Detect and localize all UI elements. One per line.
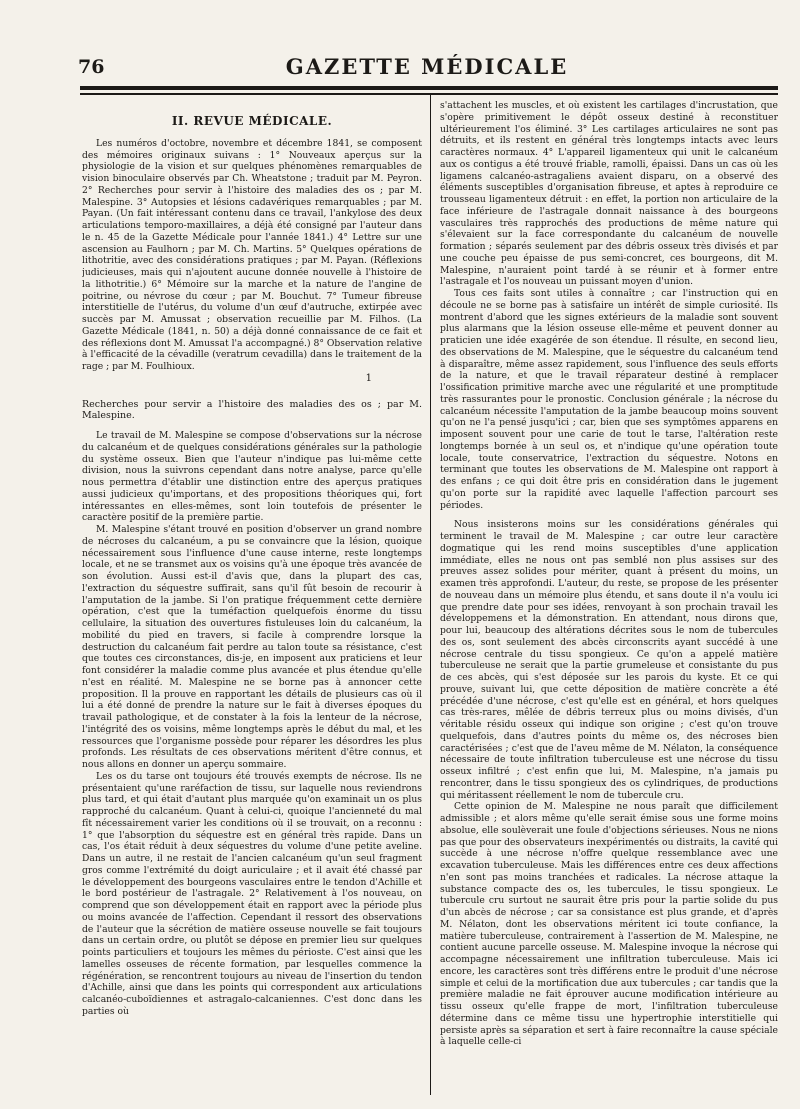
article-subheading: Recherches pour servir a l'histoire des maladies des os ; par M. Malespine. [82,398,422,422]
intro-paragraph: Les numéros d'octobre, novembre et décembre 1841, se composent des mémoires originaux suivans : 1° Nouveaux aperçus sur la physiologie de la vision et sur quelques phénomènes remarquables de vision binoculaire observés par Ch. Wheatstone ; traduit par M. Peyron. 2° Recherches pour servir à l'histoire des maladies des os ; par M. Malespine. 3° Autopsies et lésions cadavériques remarquables ; par M. Payan. (Un fait intéressant contenu dans ce travail, l'ankylose des deux articulations temporo-maxillaires, a déjà été consigné par l'auteur dans le n. 45 de la Gazette Médicale pour l'année 1841.) 4° Lettre sur une ascension au Faulhorn ; par M. Ch. Martins. 5° Quelques opérations de lithotritie, avec des considérations pratiques ; par M. Payan. (Réflexions judicieuses, mais qui n'ajoutent aucune donnée nouvelle à l'histoire de la lithotritie.) 6° Mémoire sur la marche et la nature de l'angine de poitrine, ou névrose du cœur ; par M. Bouchut. 7° Tumeur fibreuse interstitielle de l'utérus, du volume d'un œuf d'autruche, extirpée avec succès par M. Amussat ; observation recueillie par M. Filhos. (La Gazette Médicale (1841, n. 50) a déjà donné connaissance de ce fait et des réflexions dont M. Amussat l'a accompagné.) 8° Observation relative à l'efficacité de la cévadille (veratrum cevadilla) dans le traitement de la rage ; par M. Foulhioux. [82,137,422,372]
left-column [82,100,422,1100]
right-column [440,100,778,1100]
body-paragraph: Les os du tarse ont toujours été trouvés exempts de nécrose. Ils ne présentaient qu'une raréfaction de tissu, sur laquelle nous reviendrons plus tard, et qui était d'autant plus marquée qu'on examinait un os plus rapproché du calcanéum. Quant à celui-ci, quoique l'ancienneté du mal fît nécessairement varier les conditions où il se trouvait, on a reconnu : 1° que l'absorption du séquestre est en général très rapide. Dans un cas, l'os était réduit à deux séquestres du volume d'une petite aveline. Dans un autre, il ne restait de l'ancien calcanéum qu'un seul fragment gros comme l'extrémité du doigt auriculaire ; et il avait été chassé par le développement des bourgeons vasculaires entre le tendon d'Achille et le bord postérieur de l'astragale. 2° Relativement à l'os nouveau, on comprend que son développement était en rapport avec la période plus ou moins avancée de l'affection. Cependant il ressort des observations de l'auteur que la sécrétion de matière osseuse nouvelle se fait toujours dans un certain ordre, ou plutôt se dépose en premier lieu sur quelques points particuliers et toujours les mêmes du périoste. C'est ainsi que les lamelles osseuses de récente formation, par lesquelles commence la régénération, se rencontrent toujours au niveau de l'insertion du tendon d'Achille, ainsi que dans les points qui correspondent aux articulations calcanéo-cuboïdiennes et astragalo-calcaniennes. C'est donc dans les parties où [82,770,422,1017]
journal-title: GAZETTE MÉDICALE [285,54,569,79]
body-paragraph: Cette opinion de M. Malespine ne nous paraît que difficilement admissible ; et alors même qu'elle serait émise sous une forme moins absolue, elle soulèverait une foule d'objections sérieuses. Nous ne nions pas que pour des observateurs inexpérimentés ou distraits, la cavité qui succède à une nécrose n'offre quelque ressemblance avec une excavation tuberculeuse. Mais les différences entre ces deux affections n'en sont pas moins tranchées et radicales. La nécrose attaque la substance compacte des os, les tubercules, le tissu spongieux. Le tubercule cru surtout ne saurait être pris pour la partie solide du pus d'un abcès de nécrose ; car sa consistance est plus grande, et d'après M. Nélaton, dont les observations méritent ici toute confiance, la matière tuberculeuse, contrairement à l'assertion de M. Malespine, ne contient aucune parcelle osseuse. M. Malespine invoque la nécrose qui accompagne nécessairement une infiltration tuberculeuse. Mais ici encore, les caractères sont très différens entre le produit d'une nécrose simple et celui de la mortification due aux tubercules ; car tandis que la première maladie ne fait éprouver aucune modification intérieure au tissu osseux qu'elle frappe de mort, l'infiltration tuberculeuse détermine dans ce même tissu une hypertrophie interstitielle qui persiste après sa séparation et sert à faire reconnaître la cause spéciale à laquelle celle-ci [440,801,778,1048]
body-paragraph: Le travail de M. Malespine se compose d'observations sur la nécrose du calcanéum et de quelques considérations générales sur la pathologie du système osseux. Bien que l'auteur n'indique pas lui-même cette division, nous la suivrons cependant dans notre analyse, parce qu'elle nous permettra d'établir une distinction entre des aperçus pratiques aussi judicieux qu'importans, et des propositions théoriques qui, fort intéressantes en elles-mêmes, sont loin toutefois de présenter le caractère positif de la première partie. [82,430,422,524]
page-header [78,50,776,90]
section-title: II. REVUE MÉDICALE. [171,114,333,128]
page-number: 76 [78,56,105,78]
body-paragraph: Nous insisterons moins sur les considérations générales qui terminent le travail de M. Malespine ; car outre leur caractère dogmatique qui les rend moins susceptibles d'une application immédiate, elles ne nous ont pas semblé non plus assises sur des preuves assez solides pour mériter, quant à présent du moins, un examen très approfondi. L'auteur, du reste, se propose de les présenter de nouveau dans un mémoire plus étendu, et sans doute il n'a voulu ici que prendre date pour ses idées, renvoyant à son prochain travail les développemens et la démonstration. En attendant, nous dirons que, pour lui, beaucoup des altérations décrites sous le nom de tubercules des os, sont seulement des abcès circonscrits ayant succédé à une nécrose centrale du tissu spongieux. Ce qu'on a appelé matière tuberculeuse ne serait que la partie grumeleuse et consistante du pus de ces abcès, qui s'est déposée sur les parois du kyste. Et ce qui prouve, suivant lui, que cette déposition de matière concrète a été précédée d'une nécrose, c'est qu'elle est en général, et hors quelques cas très-rares, mêlée de débris terreux plus ou moins divisés, d'un véritable résidu osseux qui indique son origine ; c'est qu'on trouve quelquefois, dans d'autres points du même os, des nécroses bien caractérisées ; c'est que de l'aveu même de M. Nélaton, la conséquence nécessaire de toute infiltration tuberculeuse est une nécrose du tissu osseux infiltré ; c'est enfin que lui, M. Malespine, n'a jamais pu rencontrer, dans le tissu spongieux des os cylindriques, de productions qui méritassent réellement le nom de tubercule cru. [440,519,778,801]
body-paragraph: s'attachent les muscles, et où existent les cartilages d'incrustation, que s'opère primitivement le dépôt osseux destiné à reconstituer ultérieurement l'os éliminé. 3° Les cartilages articulaires ne sont pas détruits, et ils restent en général très longtemps intacts avec leurs caractères normaux. 4° L'appareil ligamenteux qui unit le calcanéum aux os contigus a été trouvé friable, ramolli, épaissi. Dans un cas où les ligamens calcanéo-astragaliens avaient disparu, on a observé des éléments susceptibles d'organisation fibreuse, et aptes à reproduire ce trousseau ligamenteux détruit : en effet, la portion non articulaire de la face inférieure de l'astragale donnait naissance à des bourgeons vasculaires très rapprochés des productions de même nature qui s'élevaient sur la face correspondante du calcanéum de nouvelle formation ; séparés seulement par des débris osseux très divisés et par une couche peu épaisse de pus semi-concret, ces bourgeons, dit M. Malespine, n'auraient point tardé à se réunir et à former entre l'astragale et l'os nouveau un puissant moyen d'union. [440,100,778,288]
body-paragraph: Tous ces faits sont utiles à connaître ; car l'instruction qui en découle ne se borne pas à satisfaire un intérêt de simple curiosité. Ils montrent d'abord que les signes extérieurs de la maladie sont souvent plus alarmans que la lésion osseuse elle-même et peuvent donner au praticien une idée exagérée de son étendue. Il résulte, en second lieu, des observations de M. Malespine, que le séquestre du calcanéum tend à disparaître, même assez rapidement, sous l'influence des seuls efforts de la nature, et que le travail réparateur destiné à remplacer l'ossification primitive marche avec une régularité et une promptitude très rassurantes pour le pronostic. Conclusion générale ; la nécrose du calcanéum nécessite l'amputation de la jambe beaucoup moins souvent qu'on ne l'a pensé jusqu'ici ; car, bien que ses symptômes apparens en imposent souvent pour une carie de tout le tarse, l'altération reste longtemps bornée à un seul os, et n'indique qu'une opération toute locale, toute conservatrice, l'extraction du séquestre. Notons en terminant que toutes les observations de M. Malespine ont rapport à des enfans ; ce qui doit être pris en considération dans le jugement qu'on porte sur la rapidité avec laquelle l'affection parcourt ses périodes. [440,288,778,511]
header-rule-thick [80,86,778,90]
column-divider [430,95,431,1095]
section-mark: 1 [365,372,372,384]
body-paragraph: M. Malespine s'étant trouvé en position d'observer un grand nombre de nécroses du calcanéum, a pu se convaincre que la lésion, quoique nécessairement sous l'influence d'une cause interne, reste longtemps locale, et ne se transmet aux os voisins qu'à une époque très avancée de son évolution. Aussi est-il d'avis que, dans la plupart des cas, l'extraction du séquestre suffirait, sans qu'il fût besoin de recourir à l'amputation de la jambe. Si l'on pratique fréquemment cette dernière opération, c'est que la tuméfaction quelquefois énorme du tissu cellulaire, la situation des ouvertures fistuleuses loin du calcanéum, la mobilité du pied en travers, si facile à comprendre lorsque la destruction du calcanéum fait perdre au talon toute sa résistance, c'est que toutes ces circonstances, dis-je, en imposent aux praticiens et leur font considérer la maladie comme plus avancée et plus étendue qu'elle n'est en réalité. M. Malespine ne se borne pas à annoncer cette proposition. Il la prouve en rapportant les détails de plusieurs cas où il lui a été donné de prendre la nature sur le fait à diverses époques du travail pathologique, et de constater à la fois la lenteur de la nécrose, l'intégrité des os voisins, même longtemps après le début du mal, et les ressources que l'organisme possède pour réparer les désordres les plus profonds. Les résultats de ces observations méritent d'être connus, et nous allons en donner un aperçu sommaire. [82,524,422,770]
header-rule-thin [80,93,778,95]
